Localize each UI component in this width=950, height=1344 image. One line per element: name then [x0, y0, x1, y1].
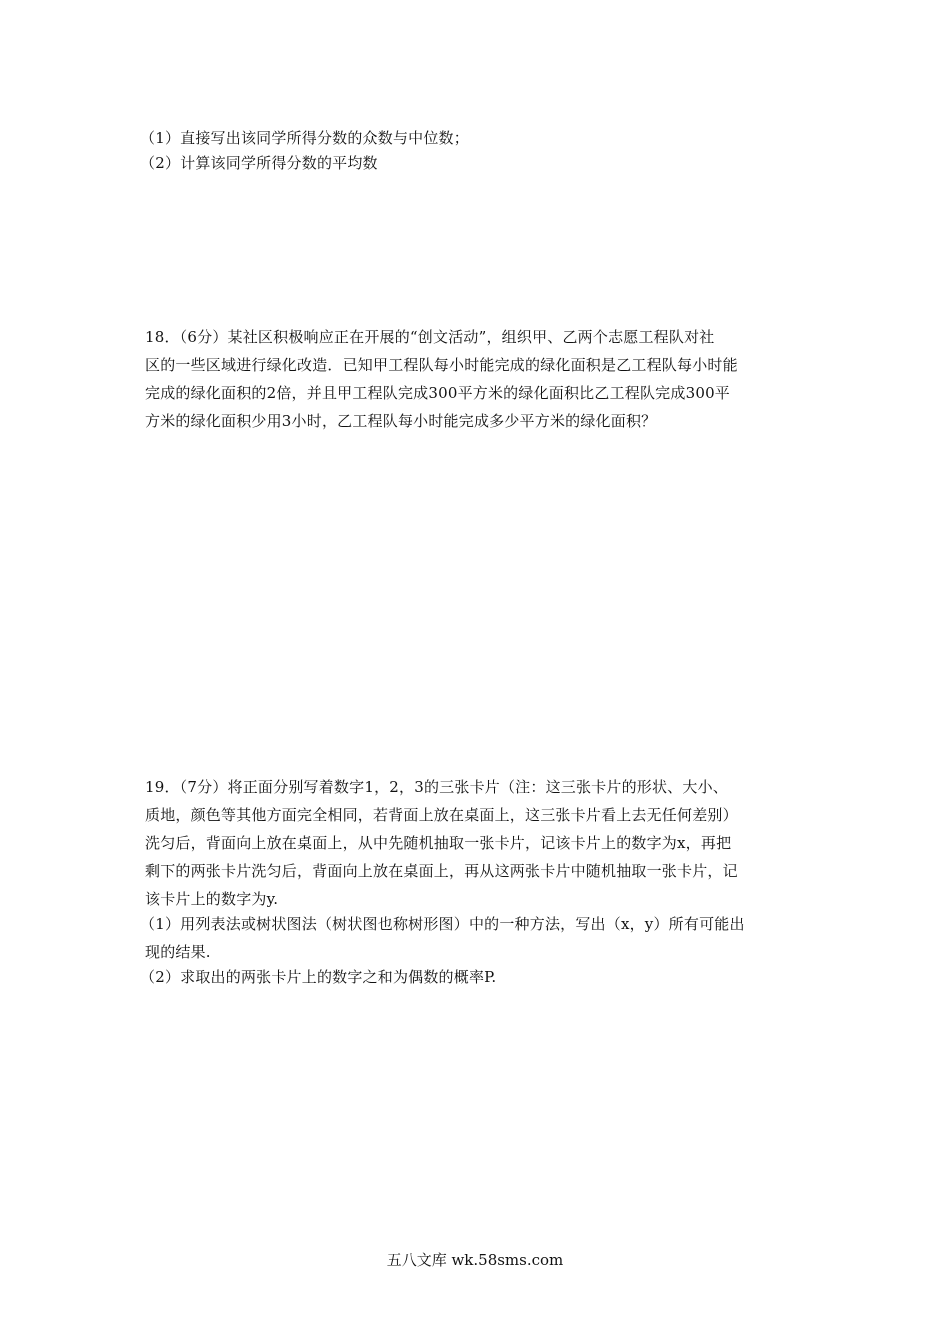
q18-line-4: 方米的绿化面积少用3小时，乙工程队每小时能完成多少平方米的绿化面积？: [145, 412, 657, 430]
q19-line-4: 剩下的两张卡片洗匀后，背面向上放在桌面上，再从这两张卡片中随机抽取一张卡片，记: [145, 862, 738, 880]
q19-part2: （2）求取出的两张卡片上的数字之和为偶数的概率P.: [140, 968, 497, 986]
q18-line-2: 区的一些区域进行绿化改造．已知甲工程队每小时能完成的绿化面积是乙工程队每小时能: [145, 356, 738, 374]
q19-line-5: 该卡片上的数字为y.: [145, 890, 279, 908]
page-footer: 五八文库 wk.58sms.com: [386, 1251, 564, 1269]
q19-line-2: 质地，颜色等其他方面完全相同，若背面上放在桌面上，这三张卡片看上去无任何差别）: [145, 806, 738, 824]
q17-part2: （2）计算该同学所得分数的平均数: [140, 154, 378, 172]
q17-part1: （1）直接写出该同学所得分数的众数与中位数；: [140, 129, 469, 147]
q19-part1-line-1: （1）用列表法或树状图法（树状图也称树形图）中的一种方法，写出（x，y）所有可能出: [140, 915, 745, 933]
q19-line-3: 洗匀后，背面向上放在桌面上，从中先随机抽取一张卡片，记该卡片上的数字为x，再把: [145, 834, 732, 852]
q18-line-3: 完成的绿化面积的2倍，并且甲工程队完成300平方米的绿化面积比乙工程队完成300平: [145, 384, 731, 402]
q19-line-1: 19．（7分）将正面分别写着数字1，2，3的三张卡片（注：这三张卡片的形状、大小、: [145, 778, 728, 796]
q18-line-1: 18．（6分）某社区积极响应正在开展的“创文活动”，组织甲、乙两个志愿工程队对社: [145, 328, 715, 346]
q19-part1-line-2: 现的结果.: [145, 943, 211, 961]
